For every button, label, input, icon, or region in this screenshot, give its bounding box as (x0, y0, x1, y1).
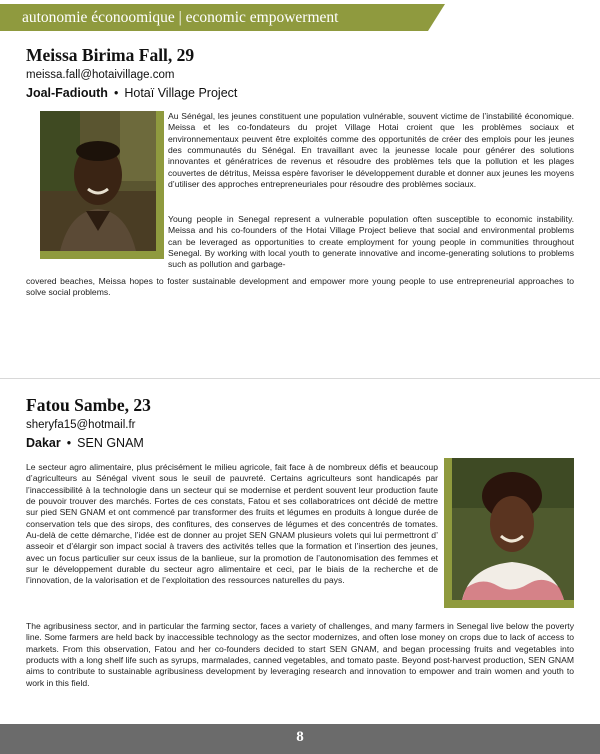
profile1-english-bio-part2: covered beaches, Meissa hopes to foster sustainable development and empower more young people to use entrepreneurial approaches to solve social problems. (26, 276, 574, 298)
profile1-portrait (40, 111, 156, 251)
profile2-project: SEN GNAM (77, 436, 144, 450)
profile2-photo (444, 458, 574, 608)
profile2-location: Dakar (26, 436, 61, 450)
page-number: 8 (296, 729, 304, 745)
bullet-separator: • (113, 86, 119, 100)
profile1-french-bio: Au Sénégal, les jeunes constituent une population vulnérable, souvent victime de l’instabilité économique. Meissa et les co-fondateurs du projet Village Hotai croient que les problèmes sociaux et environnementaux peuvent être exploités comme des opportunités de créer des emplois pour les jeunes des communautés du Sénégal. En travaillant avec la jeunesse locale pour générer des solutions innovantes et génératrices de revenus et résoudre des problèmes tels que la pollution et les plages couvertes de détritus, Meissa espère favoriser le développement durable et donner aux jeunes les moyens d’utiliser des approches entrepreneuriales pour résoudre des problèmes sociaux. (168, 111, 574, 190)
profile2-portrait (452, 458, 574, 600)
bullet-separator: • (66, 436, 72, 450)
profile2-english-bio: The agribusiness sector, and in particular the farming sector, faces a variety of challenges, and many farmers in Senegal live below the poverty line. Some farmers are held back by inaccessible technology as the sector modernizes, and often lose money on crops due to lack of access to markets. From this observation, Fatou and her co-founders decided to start SEN GNAM, and began processing fruits and vegetables into products with a long shelf life such as syrups, marmalades, canned vegetables, and tomato paste. Beyond post-harvest production, SEN GNAM aims to contribute to sustainable agribusiness development by leveraging research and innovation to empower and train women and youth to work in this field. (26, 621, 574, 688)
banner-title: autonomie éconoomique | economic empowerment (22, 9, 339, 26)
profile1-project: Hotaï Village Project (124, 86, 238, 100)
profile1-name: Meissa Birima Fall, 29 (26, 45, 195, 65)
section-divider (0, 378, 600, 379)
section-banner (0, 4, 445, 31)
page-footer (0, 724, 600, 754)
profile1-location-line (26, 86, 237, 100)
profile1-location: Joal-Fadiouth (26, 86, 108, 100)
profile2-french-bio: Le secteur agro alimentaire, plus précisément le milieu agricole, fait face à de nombreux défis et beaucoup d’agriculteurs au Sénégal vivent sous le seuil de pauvreté. Certains agriculteurs sont handicapés par l’inaccessibilité à la technologie dans un secteur qui se modernise et perdent souvent leur production faute de pouvoir trouver des marchés. Fortes de ces constats, Fatou et ses collaboratrices ont décidé de mettre sur pied SEN GNAM et ont commencé par transformer des fruits et légumes en produits à longue durée de conservation tels que des sirops, des confitures, des conserves de légumes et des concentrés de tomates. Au-delà de cette démarche, l’idée est de donner au projet SEN GNAM plusieurs volets qui lui permettront d’ asseoir et d’élargir son impact social à travers des activités telles que la formation et l’insertion des jeunes, avec un focus particulier sur ceux issus de la banlieue, sur la promotion de l’autonomisation des femmes et sur le développement durable du secteur agro alimentaire et ceci, par le biais de la recherche et de l’innovation, de la valorisation et de l’exploitation des ressources naturelles du pays. (26, 462, 438, 586)
profile2-name: Fatou Sambe, 23 (26, 395, 151, 415)
profile1-english-bio-part1: Young people in Senegal represent a vulnerable population often susceptible to economic instability. Meissa and his co-founders of the Hotai Village Project believe that social and environmental problems can be leveraged as opportunities to create employment for young people in communities throughout Senegal. By working with local youth to generate innovative and income-generating solutions to problems such as pollution and garbage- (168, 214, 574, 270)
profile1-photo (40, 111, 164, 259)
profile2-email[interactable]: sheryfa15@hotmail.fr (26, 419, 136, 431)
profile1-email[interactable]: meissa.fall@hotaivillage.com (26, 69, 175, 81)
profile2-location-line (26, 436, 144, 450)
